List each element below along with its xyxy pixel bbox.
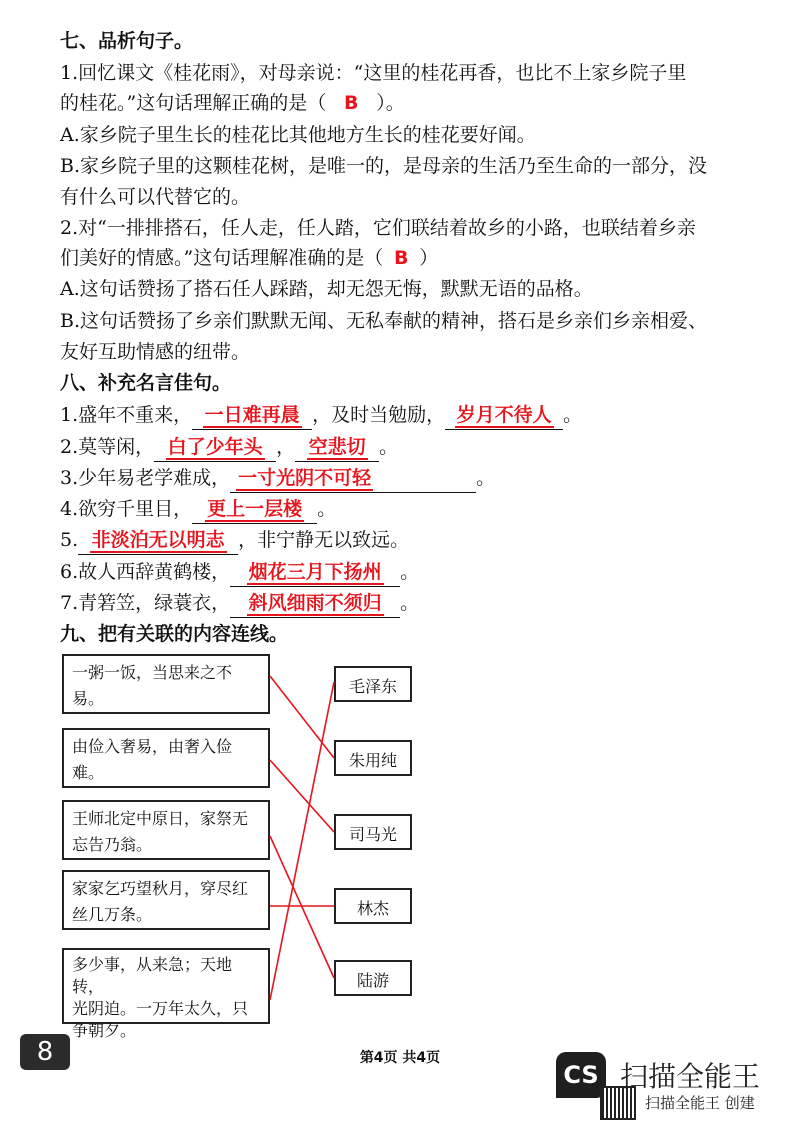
quote-3-post: 。 (476, 467, 496, 489)
right-box-5[interactable]: 陆游 (334, 960, 412, 996)
match-line-5 (270, 682, 334, 1000)
right-box-4[interactable]: 林杰 (334, 888, 412, 924)
q2-answer: B (393, 247, 409, 269)
left-box-1-line1: 一粥一饭，当思来之不 (72, 663, 233, 682)
quote-5-post: ，非宁静无以致远。 (238, 529, 410, 551)
q2-line2-post: ） (419, 247, 439, 269)
q2-line1: 2.对“一排排搭石，任人走，任人踏，它们联结着故乡的小路，也联结着乡亲 (60, 217, 696, 239)
section-8-title: 八、补充名言佳句。 (60, 372, 232, 394)
left-box-4-line2: 丝几万条。 (72, 905, 153, 924)
quote-2-pre: 2.莫等闲， (60, 436, 155, 458)
left-box-5-line3: 争朝夕。 (72, 1021, 137, 1040)
scanner-subtitle: 扫描全能王 创建 (645, 1094, 755, 1112)
quote-2-mid: ， (276, 436, 296, 458)
left-box-5-line2: 光阴迫。一万年太久，只 (72, 999, 249, 1018)
q1-option-a: A.家乡院子里生长的桂花比其他地方生长的桂花要好闻。 (60, 124, 536, 146)
left-box-4-line1: 家家乞巧望秋月，穿尽红 (72, 879, 249, 898)
q1-line1: 1.回忆课文《桂花雨》，对母亲说：“这里的桂花再香，也比不上家乡院子里 (60, 62, 687, 84)
q2-option-a: A.这句话赞扬了搭石任人踩踏，却无怨无悔，默默无语的品格。 (60, 278, 593, 300)
left-box-2-line1: 由俭入奢易，由奢入俭 (72, 737, 233, 756)
match-line-3 (270, 836, 334, 978)
quote-6-post: 。 (400, 561, 420, 583)
page-badge: 8 (20, 1034, 70, 1070)
left-box-3-line2: 忘告乃翁。 (72, 835, 153, 854)
answer-7: 斜风细雨不须归 (248, 592, 382, 614)
quote-5-pre: 5. (60, 529, 79, 551)
q1-answer: B (343, 92, 359, 114)
left-box-1-line2: 易。 (72, 689, 105, 708)
q2-option-b-line1: B.这句话赞扬了乡亲们默默无闻、无私奉献的精神，搭石是乡亲们乡亲相爱、 (60, 310, 708, 332)
match-line-1 (270, 676, 334, 758)
quote-2-post: 。 (379, 436, 399, 458)
answer-3: 一寸光阴不可轻 (238, 467, 372, 489)
quote-4-post: 。 (317, 498, 337, 520)
left-box-5-line1: 多少事，从来急；天地转， (72, 955, 233, 996)
match-line-2 (270, 760, 334, 832)
right-box-1[interactable]: 毛泽东 (334, 666, 412, 702)
quote-7-pre: 7.青箬笠，绿蓑衣， (60, 592, 231, 614)
quote-7-post: 。 (400, 592, 420, 614)
left-box-2-line2: 难。 (72, 763, 105, 782)
quote-6-pre: 6.故人西辞黄鹤楼， (60, 561, 231, 583)
left-box-3-line1: 王师北定中原日，家祭无 (72, 809, 249, 828)
q1-line2-pre: 的桂花。”这句话理解正确的是（ (60, 92, 327, 114)
q2-option-b-line2: 友好互助情感的纽带。 (60, 341, 251, 363)
section-9-title: 九、把有关联的内容连线。 (60, 623, 289, 645)
scanner-brand: 扫描全能王 (620, 1060, 761, 1093)
right-box-2[interactable]: 朱用纯 (334, 740, 412, 776)
q1-line2-post: ）。 (376, 92, 405, 114)
answer-2a: 白了少年头 (167, 436, 263, 458)
quote-3-pre: 3.少年易老学难成， (60, 467, 231, 489)
quote-4-pre: 4.欲穷千里目， (60, 498, 193, 520)
quote-1-mid: ，及时当勉励， (312, 404, 446, 426)
quote-1-post: 。 (563, 404, 583, 426)
answer-6: 烟花三月下扬州 (248, 561, 382, 583)
q1-option-b-line1: B.家乡院子里的这颗桂花树，是唯一的，是母亲的生活乃至生命的一部分，没 (60, 155, 708, 177)
camscanner-logo-icon: CS (556, 1052, 606, 1098)
answer-1b: 岁月不待人 (456, 404, 552, 426)
answer-4: 更上一层楼 (207, 498, 303, 520)
section-7-title: 七、品析句子。 (60, 30, 194, 52)
answer-1a: 一日难再晨 (204, 404, 300, 426)
answer-2b: 空悲切 (308, 436, 366, 458)
page-number: 第4页 共4页 (359, 1050, 441, 1066)
right-box-3[interactable]: 司马光 (334, 814, 412, 850)
q1-option-b-line2: 有什么可以代替它的。 (60, 186, 251, 208)
q2-line2-pre: 们美好的情感。”这句话理解准确的是（ (60, 247, 384, 269)
quote-1-pre: 1.盛年不重来， (60, 404, 193, 426)
answer-5: 非淡泊无以明志 (91, 529, 225, 551)
